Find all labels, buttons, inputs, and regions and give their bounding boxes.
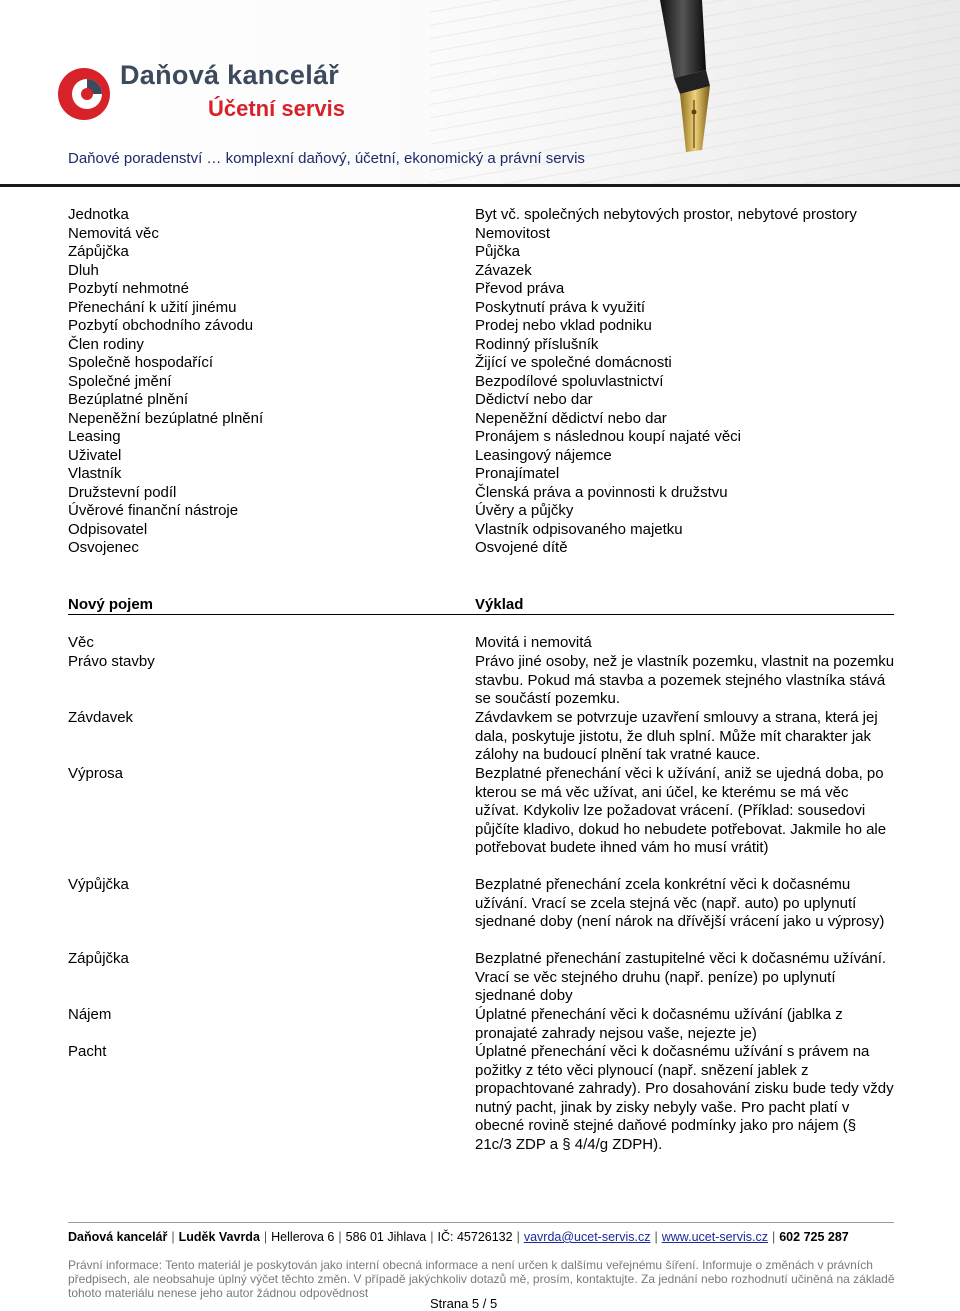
separator: | — [263, 1230, 268, 1244]
list-item: Společné jmění — [68, 372, 172, 390]
term-pravo-stavby: Právo stavby — [68, 653, 155, 670]
list-item: Uživatel — [68, 446, 122, 464]
list-item: Leasingový nájemce — [475, 446, 612, 464]
list-item: Pronájem s následnou koupí najaté věci — [475, 428, 742, 445]
page-header — [0, 0, 960, 186]
list-item: Úvěrové finanční nástroje — [68, 502, 239, 519]
logo-icon — [56, 66, 112, 122]
separator: | — [771, 1230, 776, 1244]
list-item: Nemovitá věc — [68, 224, 159, 242]
fountain-pen-image — [640, 0, 760, 175]
footer-ico: IČ: 45726132 — [437, 1230, 513, 1244]
list-item: Žijící ve společné domácnosti — [475, 354, 672, 371]
term-vyprosa: Výprosa — [68, 765, 124, 782]
footer-contact-line — [68, 1230, 849, 1244]
list-item: Půjčka — [475, 243, 521, 260]
explanation-pacht: Úplatné přenechání věci k dočasnému užívání s právem na požitky z této věci plynoucí (např. snězení jablek z propachtované zahrady). Pro dosahování zisku bude tedy vždy nutný pacht, jinak by zisky nebyly vaše. Pro pacht platí v obecné rovině stejné daňové podmínky jako pro nájem (§ 21c/3 ZDP a § 4/4/g ZDPH). — [475, 1043, 894, 1153]
footer-web-link[interactable]: www.ucet-servis.cz — [661, 1230, 768, 1244]
explanation-vec: Movitá i nemovitá — [475, 634, 592, 651]
old-terms-list — [68, 206, 263, 558]
explanation-vyprosa: Bezplatné přenechání věci k užívání, aniž se ujedná doba, po kterou se má věc užívat, ani účel, ke kterému se má věc užívat. Kdykoliv lze požadovat vrácení. (Příklad: sousedovi půjčíte kladivo, dokud ho nebudete potřebovat. Jakmile ho ale potřebovat budete ihned vám ho musí vrátit) — [475, 765, 887, 857]
term-vypujcka: Výpůjčka — [68, 876, 129, 893]
legal-text: Tento materiál je poskytován jako interní obecná informace a není určen k dalšímu veřejnému šíření. Informuje o změnách v právních předpisech, ale neobsahuje úplný výčet těchto změn. V případě jakýchkoliv dotazů mě, prosím, kontaktujte. Za jednání nebo rozhodnutí učiněná na základě tohoto materiálu nenese jeho autor žádnou odpovědnost — [68, 1258, 895, 1300]
explanation-pravo-stavby: Právo jiné osoby, než je vlastník pozemku, vlastnit na pozemku stavbu. Pokud má stavba a pozemek stejného vlastníka stává se součástí pozemku. — [475, 653, 895, 708]
explanation-zavdavek: Závdavkem se potvrzuje uzavření smlouvy a strana, která jej dala, poskytuje jistotu, že dluh splní. Může mít charakter jak zálohy na budoucí plnění tak vratné kauce. — [475, 709, 878, 764]
header-divider — [0, 184, 960, 187]
logo-subtitle: Účetní servis — [208, 96, 345, 121]
list-item: Zápůjčka — [68, 243, 129, 260]
page-number: Strana 5 / 5 — [430, 1296, 498, 1311]
explanation-zapujcka: Bezplatné přenechání zastupitelné věci k dočasnému užívání. Vrací se věc stejného druhu (např. peníze) po uplynutí sjednané doby — [475, 950, 887, 1005]
footer-company: Daňová kancelář — [68, 1230, 168, 1244]
legal-notice — [68, 1258, 898, 1300]
list-item: Leasing — [68, 428, 121, 445]
old-terms-equivalents-list — [475, 206, 857, 558]
separator: | — [430, 1230, 434, 1244]
list-item: Členská práva a povinnosti k družstvu — [475, 483, 728, 501]
explanation-vypujcka: Bezplatné přenechání zcela konkrétní věci k dočasnému užívání. Vrací se zcela stejná věc (např. auto) po uplynutí sjednané doby (není nárok na dřívější vrácení jako u výprosy) — [475, 876, 885, 931]
list-item: Bezpodílové spoluvlastnictví — [475, 372, 664, 390]
list-item: Byt vč. společných nebytových prostor, nebytové prostory — [475, 206, 857, 223]
separator: | — [171, 1230, 175, 1244]
footer-city: 586 01 Jihlava — [345, 1230, 427, 1244]
list-item: Jednotka — [68, 206, 129, 223]
list-item: Družstevní podíl — [68, 483, 177, 501]
term-zapujcka: Zápůjčka — [68, 950, 129, 967]
list-item: Vlastník odpisovaného majetku — [475, 520, 683, 538]
separator: | — [654, 1230, 658, 1244]
list-item: Vlastník — [68, 465, 122, 482]
list-item: Nemovitost — [475, 224, 551, 242]
footer-divider — [68, 1222, 894, 1223]
term-zavdavek: Závdavek — [68, 709, 134, 726]
list-item: Převod práva — [475, 280, 565, 297]
list-item: Závazek — [475, 261, 532, 279]
term-najem: Nájem — [68, 1006, 112, 1023]
term-pacht: Pacht — [68, 1043, 107, 1060]
list-item: Nepeněžní bezúplatné plnění — [68, 409, 264, 427]
list-item: Odpisovatel — [68, 520, 148, 538]
list-item: Poskytnutí práva k využití — [475, 298, 646, 316]
list-item: Člen rodiny — [68, 335, 144, 353]
list-item: Bezúplatné plnění — [68, 391, 189, 408]
list-item: Dluh — [68, 261, 99, 279]
column-header-explanation: Výklad — [475, 596, 524, 613]
list-item: Společně hospodařící — [68, 354, 214, 371]
footer-email-link[interactable]: vavrda@ucet-servis.cz — [523, 1230, 651, 1244]
term-vec: Věc — [68, 634, 94, 651]
list-item: Pozbytí nehmotné — [68, 280, 189, 297]
footer-street: Hellerova 6 — [271, 1230, 335, 1244]
legal-label: Právní informace: — [68, 1258, 163, 1272]
separator: | — [516, 1230, 520, 1244]
list-item: Dědictví nebo dar — [475, 391, 593, 408]
footer-phone: 602 725 287 — [779, 1230, 849, 1244]
list-item: Rodinný příslušník — [475, 335, 599, 353]
table-header-rule — [68, 614, 894, 615]
list-item: Prodej nebo vklad podniku — [475, 317, 652, 334]
separator: | — [338, 1230, 342, 1244]
header-tagline: Daňové poradenství … komplexní daňový, účetní, ekonomický a právní servis — [68, 150, 585, 167]
footer-person: Luděk Vavrda — [178, 1230, 260, 1244]
list-item: Nepeněžní dědictví nebo dar — [475, 409, 667, 427]
list-item: Úvěry a půjčky — [475, 502, 574, 519]
explanation-najem: Úplatné přenechání věci k dočasnému užívání (jablka z pronajaté zahrady nejsou vaše, nejezte je) — [475, 1006, 843, 1042]
list-item: Osvojenec — [68, 539, 139, 556]
logo-title: Daňová kancelář — [120, 60, 340, 90]
column-header-new-term: Nový pojem — [68, 596, 154, 613]
list-item: Osvojené dítě — [475, 539, 568, 556]
list-item: Přenechání k užití jinému — [68, 298, 237, 316]
list-item: Pronajímatel — [475, 465, 560, 482]
list-item: Pozbytí obchodního závodu — [68, 317, 254, 334]
